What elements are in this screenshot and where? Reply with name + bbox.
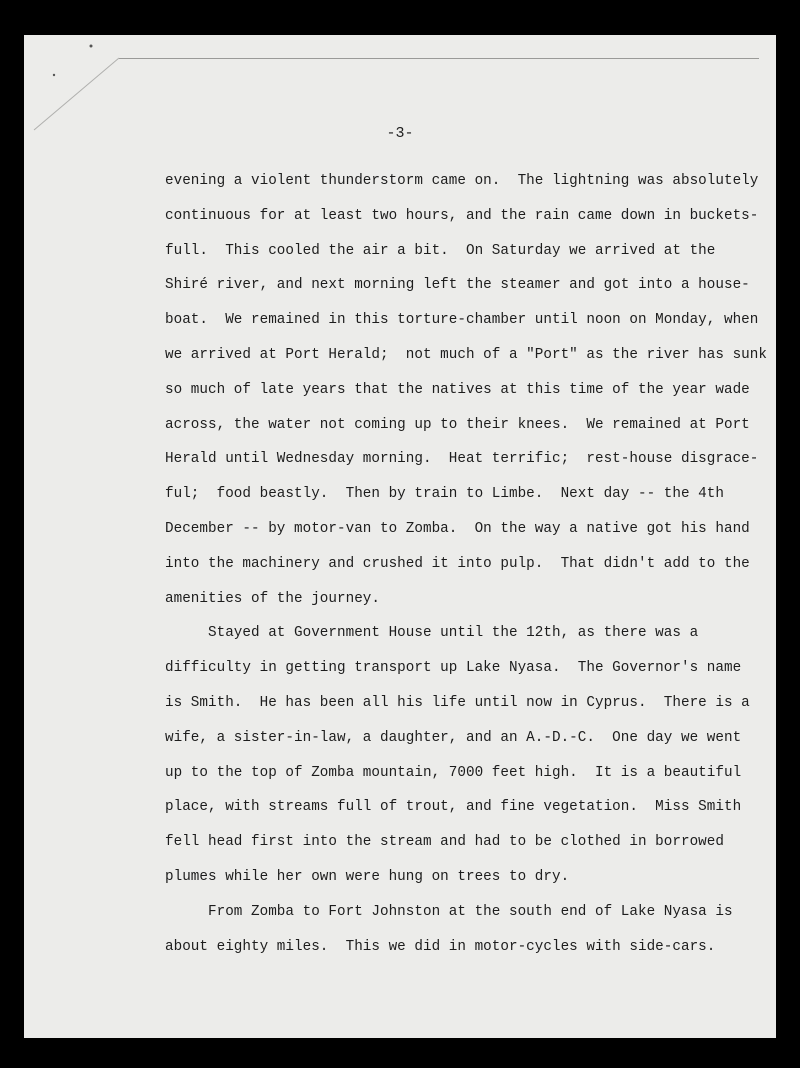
text-line: Herald until Wednesday morning. Heat terrific; rest-house disgrace- bbox=[165, 451, 759, 468]
text-line: across, the water not coming up to their knees. We remained at Port bbox=[165, 416, 750, 433]
text-line: fell head first into the stream and had to be clothed in borrowed bbox=[165, 834, 724, 851]
document-page bbox=[24, 35, 776, 1038]
text-line: boat. We remained in this torture-chamber until noon on Monday, when bbox=[165, 312, 759, 329]
text-line: into the machinery and crushed it into pulp. That didn't add to the bbox=[165, 555, 750, 572]
text-line: place, with streams full of trout, and fine vegetation. Miss Smith bbox=[165, 799, 742, 816]
text-line: is Smith. He has been all his life until now in Cyprus. There is a bbox=[165, 694, 750, 711]
text-line: Stayed at Government House until the 12th, as there was a bbox=[165, 625, 699, 642]
text-line: Shiré river, and next morning left the steamer and got into a house- bbox=[165, 277, 750, 294]
text-line: up to the top of Zomba mountain, 7000 feet high. It is a beautiful bbox=[165, 764, 742, 781]
text-line: continuous for at least two hours, and the rain came down in buckets- bbox=[165, 207, 759, 224]
text-line: we arrived at Port Herald; not much of a "Port" as the river has sunk bbox=[165, 346, 767, 363]
text-line: From Zomba to Fort Johnston at the south end of Lake Nyasa is bbox=[165, 903, 733, 920]
top-rule bbox=[119, 58, 759, 59]
text-line: amenities of the journey. bbox=[165, 590, 380, 607]
text-line: evening a violent thunderstorm came on. The lightning was absolutely bbox=[165, 173, 759, 189]
text-line: ful; food beastly. Then by train to Limbe. Next day -- the 4th bbox=[165, 486, 724, 503]
text-line: so much of late years that the natives at this time of the year wade bbox=[165, 381, 750, 398]
folded-corner-mark bbox=[24, 35, 124, 135]
text-line: December -- by motor-van to Zomba. On the way a native got his hand bbox=[165, 520, 750, 537]
text-line: about eighty miles. This we did in motor-cycles with side-cars. bbox=[165, 938, 716, 955]
text-line: full. This cooled the air a bit. On Saturday we arrived at the bbox=[165, 242, 716, 259]
text-line: difficulty in getting transport up Lake Nyasa. The Governor's name bbox=[165, 660, 742, 677]
body-text bbox=[165, 164, 765, 964]
page-number: -3- bbox=[386, 125, 414, 142]
text-line: plumes while her own were hung on trees to dry. bbox=[165, 868, 570, 885]
text-line: wife, a sister-in-law, a daughter, and an A.-D.-C. One day we went bbox=[165, 729, 742, 746]
